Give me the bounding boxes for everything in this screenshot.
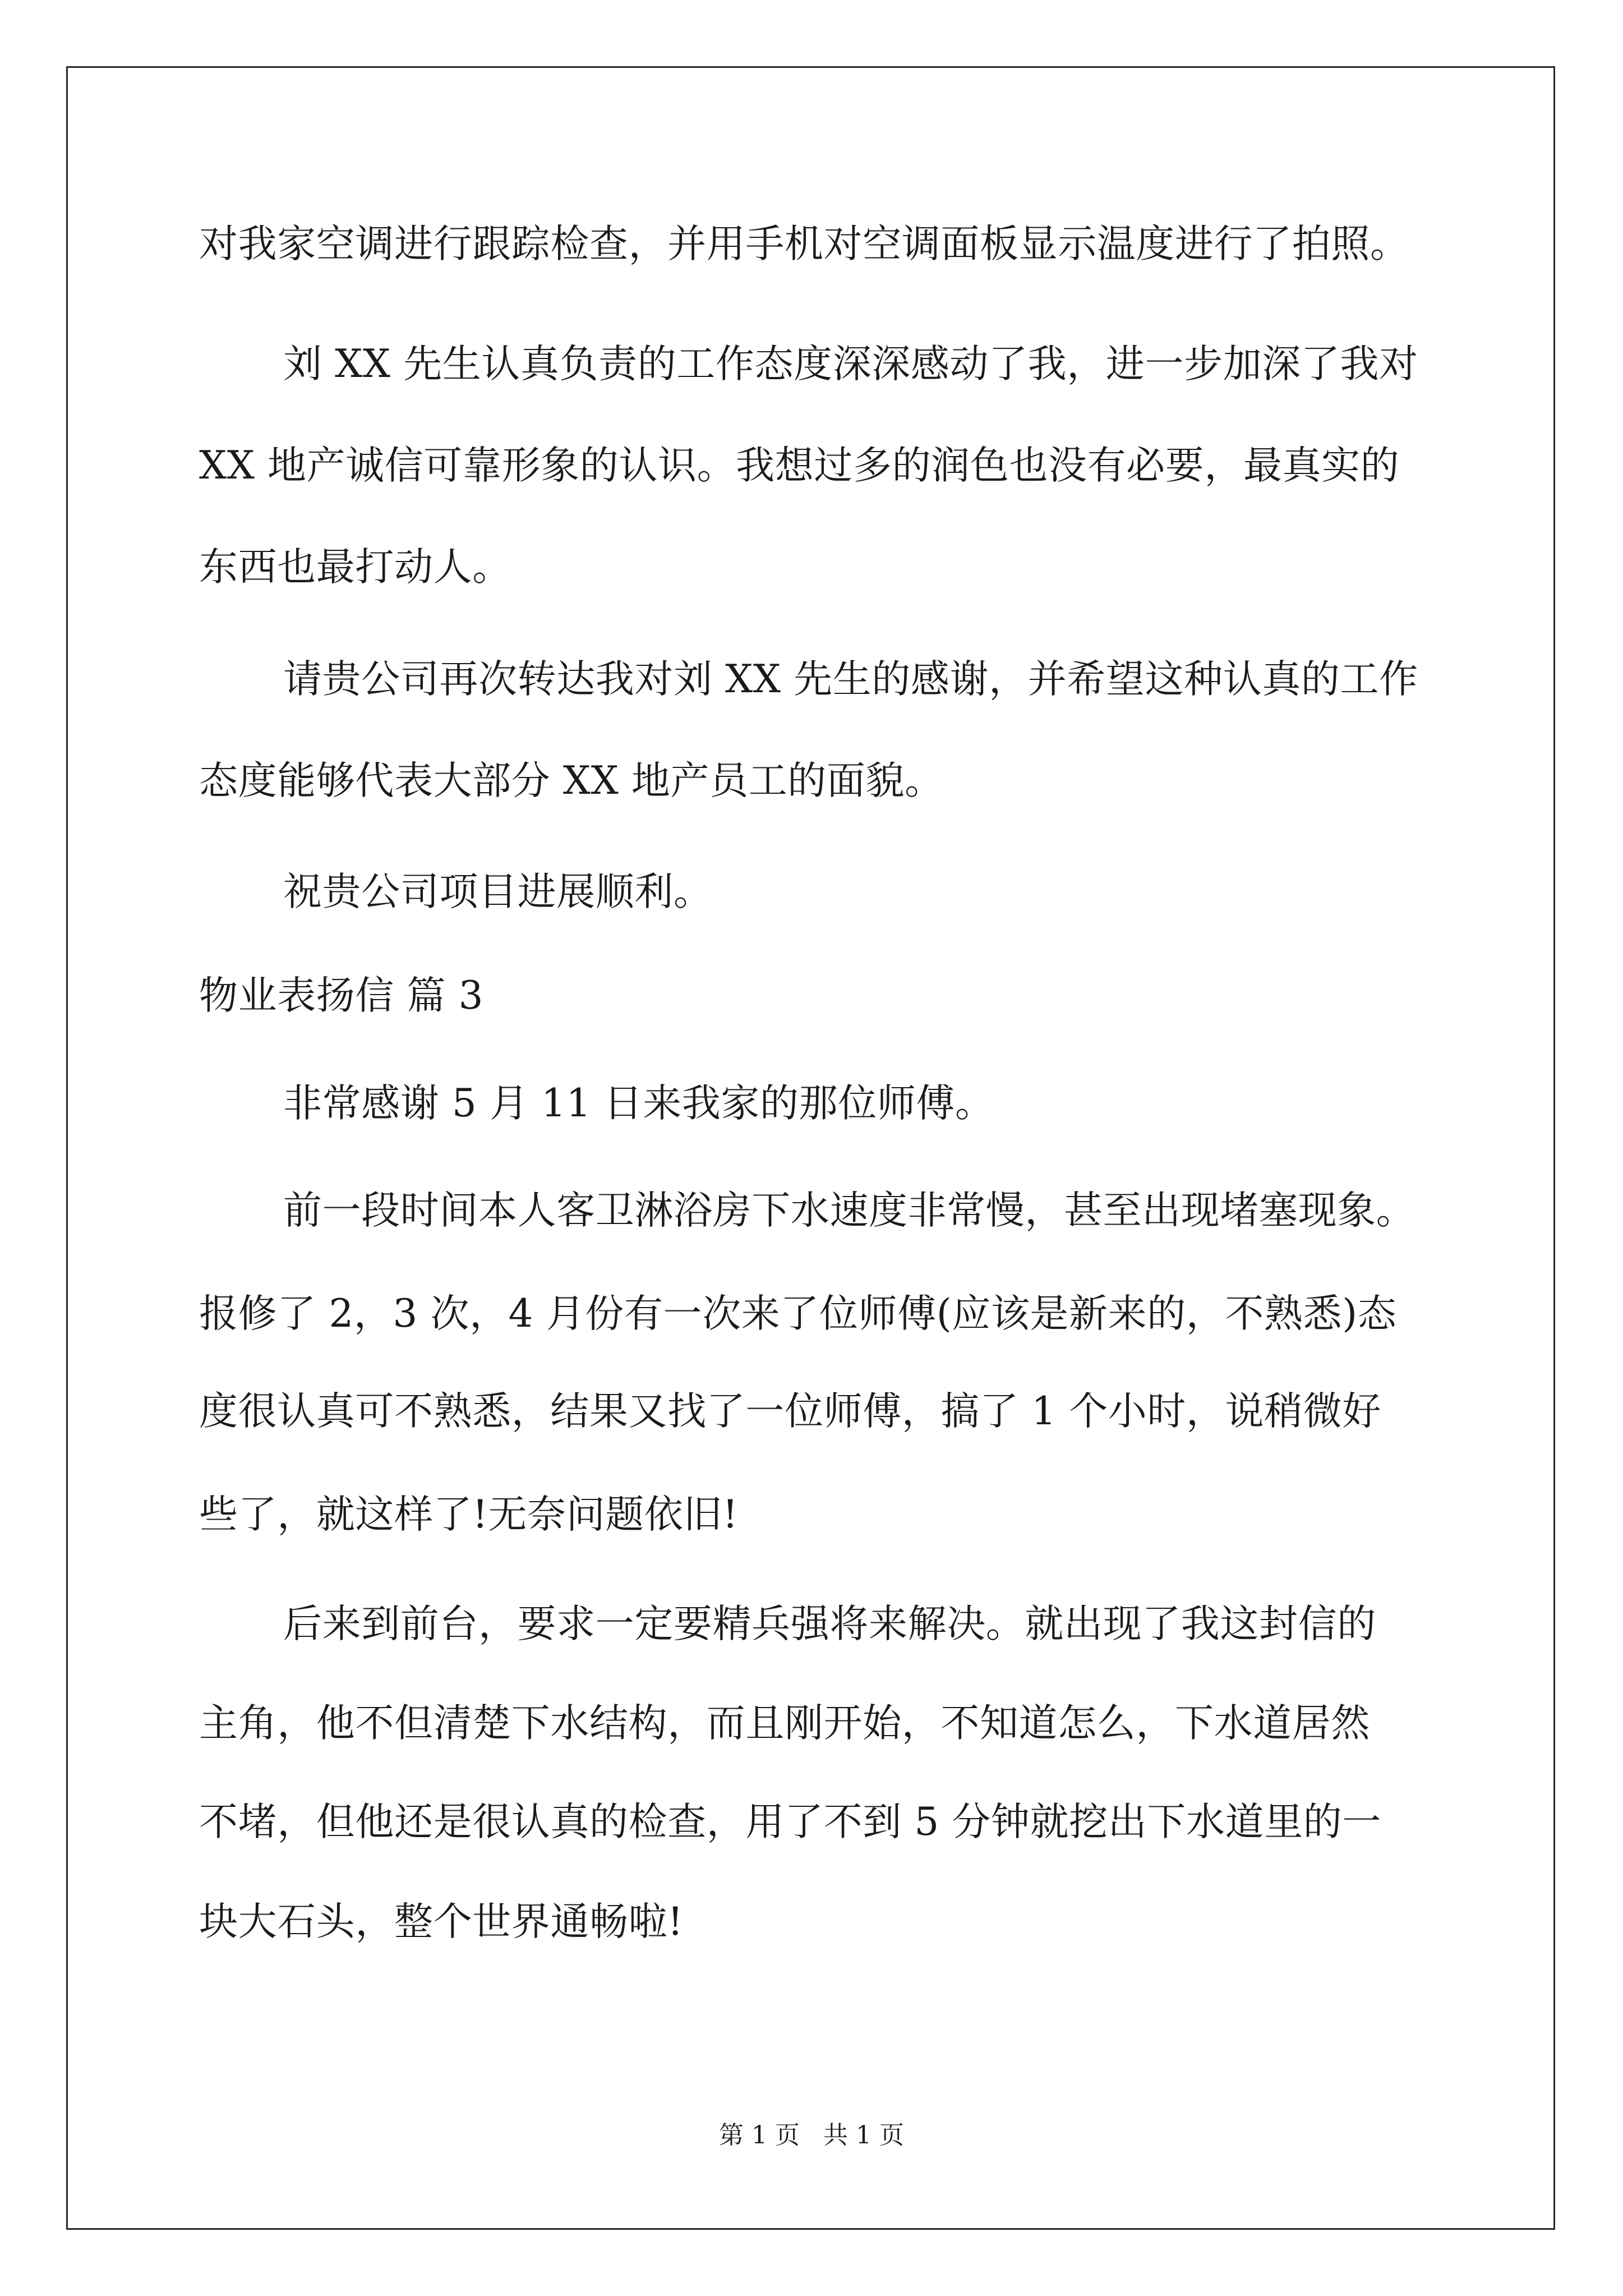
text-line-17: 块大石头，整个世界通畅啦! xyxy=(199,1899,684,1944)
text-line-4: 东西也最打动人。 xyxy=(199,545,511,590)
text-line-1: 对我家空调进行跟踪检查，并用手机对空调面板显示温度进行了拍照。 xyxy=(199,222,1409,266)
text-line-14: 后来到前台，要求一定要精兵强将来解决。就出现了我这封信的 xyxy=(283,1602,1376,1646)
text-line-15: 主角，他不但清楚下水结构，而且刚开始，不知道怎么，下水道居然 xyxy=(199,1701,1370,1746)
page-number: 第 1 页 xyxy=(719,2121,800,2150)
page-footer xyxy=(0,2122,1623,2150)
text-line-10: 前一段时间本人客卫淋浴房下水速度非常慢，甚至出现堵塞现象。 xyxy=(283,1188,1415,1233)
text-line-7: 祝贵公司项目进展顺利。 xyxy=(283,869,713,914)
text-line-5: 请贵公司再次转达我对刘 XX 先生的感谢，并希望这种认真的工作 xyxy=(283,657,1418,702)
page-total: 共 1 页 xyxy=(823,2121,904,2150)
text-line-13: 些了，就这样了!无奈问题依旧! xyxy=(199,1492,739,1537)
text-line-9: 非常感谢 5 月 11 日来我家的那位师傅。 xyxy=(283,1081,994,1126)
text-line-6: 态度能够代表大部分 XX 地产员工的面貌。 xyxy=(199,758,944,803)
text-line-12: 度很认真可不熟悉，结果又找了一位师傅，搞了 1 个小时，说稍微好 xyxy=(199,1389,1381,1434)
section-heading: 物业表扬信 篇 3 xyxy=(199,973,484,1018)
text-line-16: 不堵，但他还是很认真的检查，用了不到 5 分钟就挖出下水道里的一 xyxy=(199,1800,1381,1844)
text-line-2: 刘 XX 先生认真负责的工作态度深深感动了我，进一步加深了我对 xyxy=(283,342,1418,386)
text-line-3: XX 地产诚信可靠形象的认识。我想过多的润色也没有必要，最真实的 xyxy=(199,443,1400,488)
text-line-11: 报修了 2，3 次，4 月份有一次来了位师傅(应该是新来的，不熟悉)态 xyxy=(199,1291,1397,1336)
